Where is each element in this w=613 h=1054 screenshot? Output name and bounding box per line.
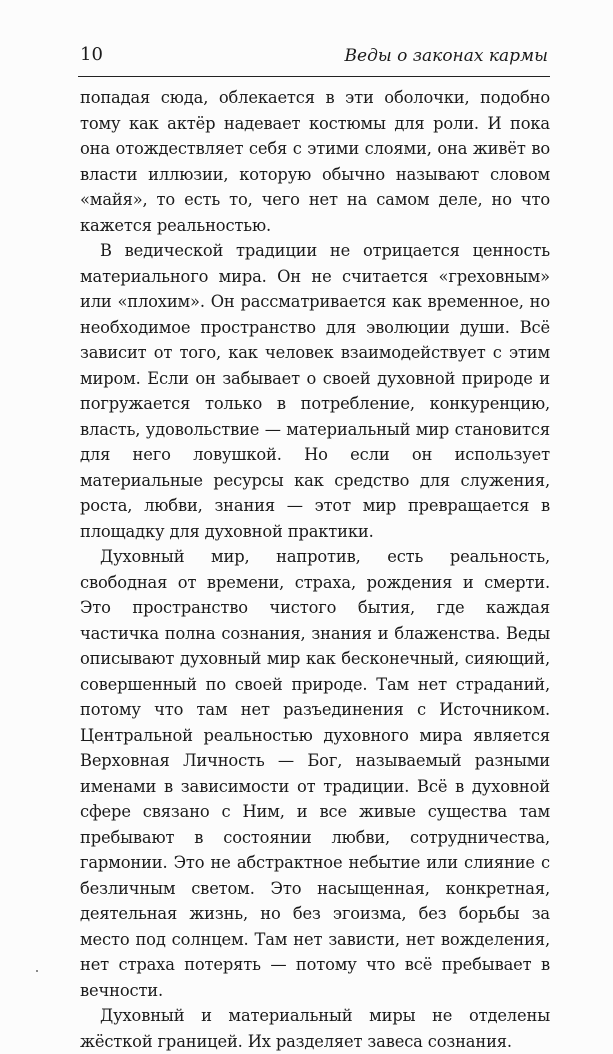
page-header [78, 40, 550, 77]
paragraph-3: Духовный мир, напротив, есть реальность, свободная от времени, страха, рождения и смерти. Это пространство чистого бытия, где каждая частичка полна сознания, знания и блаженства. Веды описывают духовный мир как бесконечный, сияющий, совершенный по своей природе. Там нет страданий, потому что там нет разъединения с Источником. Центральной реальностью духовного мира является Верховная Личность — Бог, называемый разными именами в зависимости от традиции. Всё в духовной сфере связано с Ним, и все живые существа там пребывают в состоянии любви, сотрудничества, гармонии. Это не абстрактное небытие или слияние с безличным светом. Это насыщенная, конкретная, деятельная жизнь, но без эгоизма, без борьбы за место под солнцем. Там нет зависти, нет вожделения, нет страха потерять — потому что всё пребывает в вечности. [80, 547, 550, 1000]
body-text [80, 85, 550, 1054]
paragraph-1: попадая сюда, облекается в эти оболочки, подобно тому как актёр надевает костюмы для роли. И пока она отождествляет себя с этими слоями, она живёт во власти иллюзии, которую обычно называют словом «майя», то есть то, чего нет на самом деле, но что кажется реальностью. [80, 88, 550, 235]
paragraph-4: Духовный и материальный миры не отделены жёсткой границей. Их разделяет завеса сознания. [80, 1006, 550, 1051]
stray-mark [36, 970, 38, 972]
page-number: 10 [80, 44, 103, 65]
paragraph-2: В ведической традиции не отрицается ценность материального мира. Он не считается «греховным» или «плохим». Он рассматривается как временное, но необходимое пространство для эволюции души. Всё зависит от того, как человек взаимодействует с этим миром. Если он забывает о своей духовной природе и погружается только в потребление, конкуренцию, власть, удовольствие — материальный мир становится для него ловушкой. Но если он использует материальные ресурсы как средство для служения, роста, любви, знания — этот мир превращается в площадку для духовной практики. [80, 241, 550, 541]
running-title: Веды о законах кармы [344, 46, 548, 66]
